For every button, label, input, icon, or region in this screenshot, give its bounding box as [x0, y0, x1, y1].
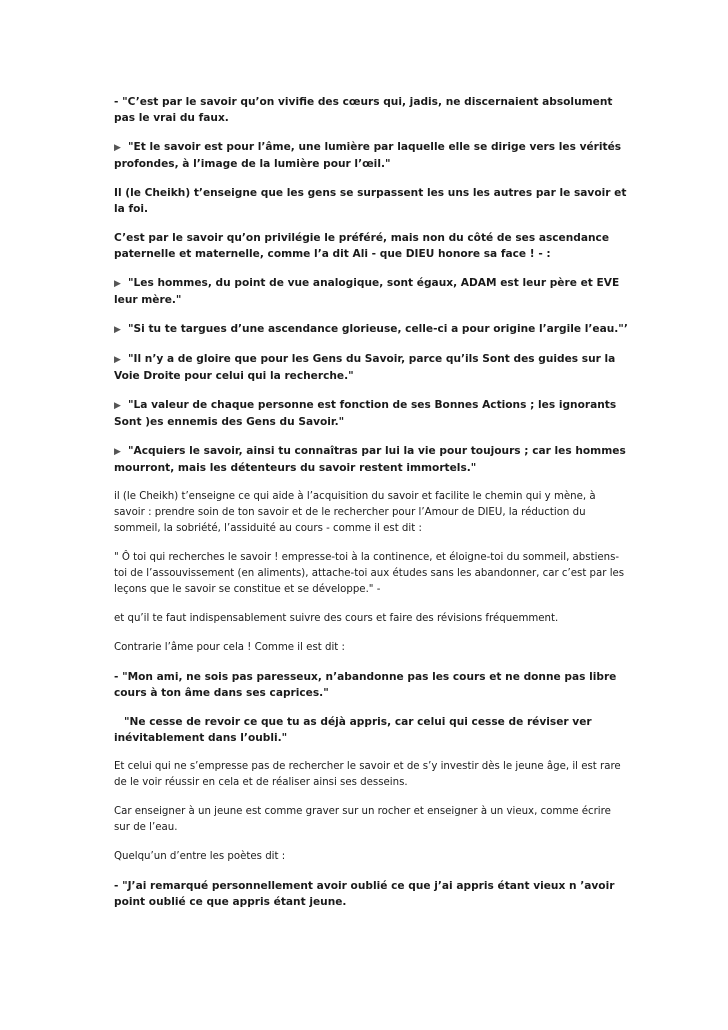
paragraph-text: Et celui qui ne s’empresse pas de rechercher le savoir et de s’y investir dès le jeune âge, il est rare de le voir réussir en cela et de réaliser ainsi ses desseins. — [114, 761, 621, 788]
paragraph-text: "Les hommes, du point de vue analogique, sont égaux, ADAM est leur père et EVE leur mère." — [114, 277, 620, 306]
paragraph-1 — [114, 94, 628, 126]
paragraph-text: C’est par le savoir qu’on privilégie le préféré, mais non du côté de ses ascendance paternelle et maternelle, comme l’a dit Ali - que DIEU honore sa face ! - : — [114, 232, 610, 260]
paragraph-8 — [114, 397, 628, 430]
arrow-right-icon: ▶ — [114, 401, 121, 411]
arrow-right-icon: ▶ — [114, 447, 121, 457]
paragraph-text: " Ô toi qui recherches le savoir ! empresse-toi à la continence, et éloigne-toi du sommeil, abstiens-toi de l’assouvissement (en aliments), attache-toi aux études sans les abandonner, car c’est par les leçons que le savoir se constitue et se développe." - — [114, 552, 625, 595]
paragraph-text: Quelqu’un d’entre les poètes dit : — [114, 851, 286, 862]
paragraph-16 — [114, 759, 628, 791]
paragraph-text: "Ne cesse de revoir ce que tu as déjà appris, car celui qui cesse de réviser ver inévitablement dans l’oubli." — [114, 716, 592, 744]
paragraph-text: - "Mon ami, ne sois pas paresseux, n’abandonne pas les cours et ne donne pas libre cours à ton âme dans ses caprices." — [114, 671, 617, 699]
paragraph-text: il (le Cheikh) t’enseigne ce qui aide à l’acquisition du savoir et facilite le chemin qui y mène, à savoir : prendre soin de ton savoir et de le rechercher pour l’Amour de DIEU, la réduction du sommeil, la sobriété, l’assiduité au cours - comme il est dit : — [114, 491, 596, 534]
paragraph-text: Il (le Cheikh) t’enseigne que les gens se surpassent les uns les autres par le savoir et la foi. — [114, 187, 627, 215]
paragraph-2 — [114, 139, 628, 172]
paragraph-text: "Et le savoir est pour l’âme, une lumière par laquelle elle se dirige vers les vérités profondes, à l’image de la lumière pour l’œil." — [114, 141, 622, 170]
paragraph-14 — [114, 669, 628, 701]
arrow-right-icon: ▶ — [114, 279, 121, 289]
paragraph-19 — [114, 878, 628, 910]
paragraph-5 — [114, 275, 628, 308]
paragraph-text: - "C’est par le savoir qu’on vivifie des cœurs qui, jadis, ne discernaient absolument pas le vrai du faux. — [114, 96, 613, 124]
paragraph-6 — [114, 321, 628, 338]
paragraph-7 — [114, 351, 628, 384]
paragraph-15 — [114, 714, 628, 746]
paragraph-text: "Si tu te targues d’une ascendance glorieuse, celle-ci a pour origine l’argile l’eau."’ — [128, 323, 628, 335]
paragraph-text: et qu’il te faut indispensablement suivre des cours et faire des révisions fréquemment. — [114, 613, 559, 624]
paragraph-18 — [114, 849, 628, 865]
paragraph-4 — [114, 230, 628, 262]
paragraph-3 — [114, 185, 628, 217]
paragraph-text: Contrarie l’âme pour cela ! Comme il est dit : — [114, 642, 345, 653]
paragraph-17 — [114, 804, 628, 836]
arrow-right-icon: ▶ — [114, 355, 121, 365]
paragraph-9 — [114, 443, 628, 476]
arrow-right-icon: ▶ — [114, 143, 121, 153]
arrow-right-icon: ▶ — [114, 325, 121, 335]
document-page — [114, 94, 628, 923]
paragraph-11 — [114, 550, 628, 598]
paragraph-text: Car enseigner à un jeune est comme graver sur un rocher et enseigner à un vieux, comme écrire sur de l’eau. — [114, 806, 611, 833]
paragraph-12 — [114, 611, 628, 627]
paragraph-text: "Il n’y a de gloire que pour les Gens du Savoir, parce qu’ils Sont des guides sur la Voie Droite pour celui qui la recherche." — [114, 353, 616, 382]
paragraph-10 — [114, 489, 628, 537]
paragraph-text: - "J’ai remarqué personnellement avoir oublié ce que j’ai appris étant vieux n ’avoir point oublié ce que appris étant jeune. — [114, 880, 615, 908]
paragraph-13 — [114, 640, 628, 656]
paragraph-text: "La valeur de chaque personne est fonction de ses Bonnes Actions ; les ignorants Sont )es ennemis des Gens du Savoir." — [114, 399, 617, 428]
paragraph-text: "Acquiers le savoir, ainsi tu connaîtras par lui la vie pour toujours ; car les hommes mourront, mais les détenteurs du savoir restent immortels." — [114, 445, 626, 474]
